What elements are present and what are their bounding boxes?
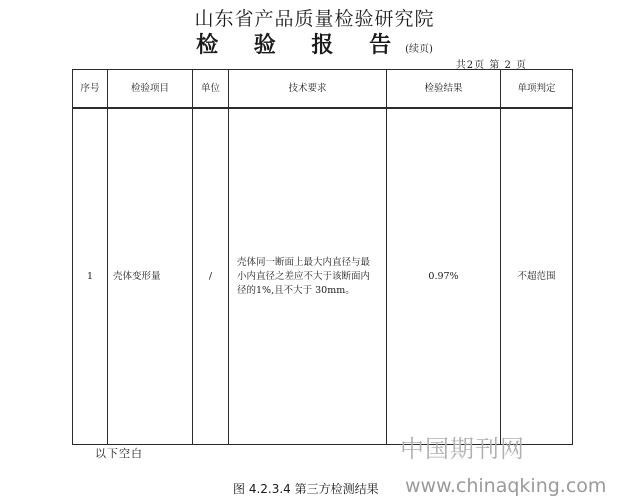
cell-item: 壳体变形量 <box>108 108 193 445</box>
col-header-unit: 单位 <box>193 70 229 109</box>
col-header-item: 检验项目 <box>108 70 193 109</box>
table-row <box>73 108 573 445</box>
cell-result: 0.97% <box>387 108 501 445</box>
watermark-cn: 中国期刊网 <box>400 435 525 463</box>
figure-caption: 图 4.2.3.4 第三方检测结果 <box>233 482 379 496</box>
continued-label: (续页) <box>405 44 433 55</box>
cell-no: 1 <box>73 108 108 445</box>
report-title <box>0 28 629 59</box>
col-header-requirement: 技术要求 <box>229 70 387 109</box>
inspection-table <box>72 69 573 445</box>
col-header-no: 序号 <box>73 70 108 109</box>
blank-below-note: 以下空白 <box>95 447 143 460</box>
col-header-verdict: 单项判定 <box>501 70 573 109</box>
cell-verdict: 不超范围 <box>501 108 573 445</box>
cell-requirement: 壳体同一断面上最大内直径与最小内直径之差应不大于该断面内径的1%,且不大于 30mm。 <box>229 108 387 445</box>
watermark-url: www.chinaqking.com <box>405 475 607 497</box>
page-info: 共2页 第 2 页 <box>455 60 527 71</box>
institution-name: 山东省产品质量检验研究院 <box>194 8 435 30</box>
report-title-text: 检 验 报 告 <box>196 32 406 58</box>
table-header-row <box>73 70 573 109</box>
col-header-result: 检验结果 <box>387 70 501 109</box>
cell-unit: / <box>193 108 229 445</box>
